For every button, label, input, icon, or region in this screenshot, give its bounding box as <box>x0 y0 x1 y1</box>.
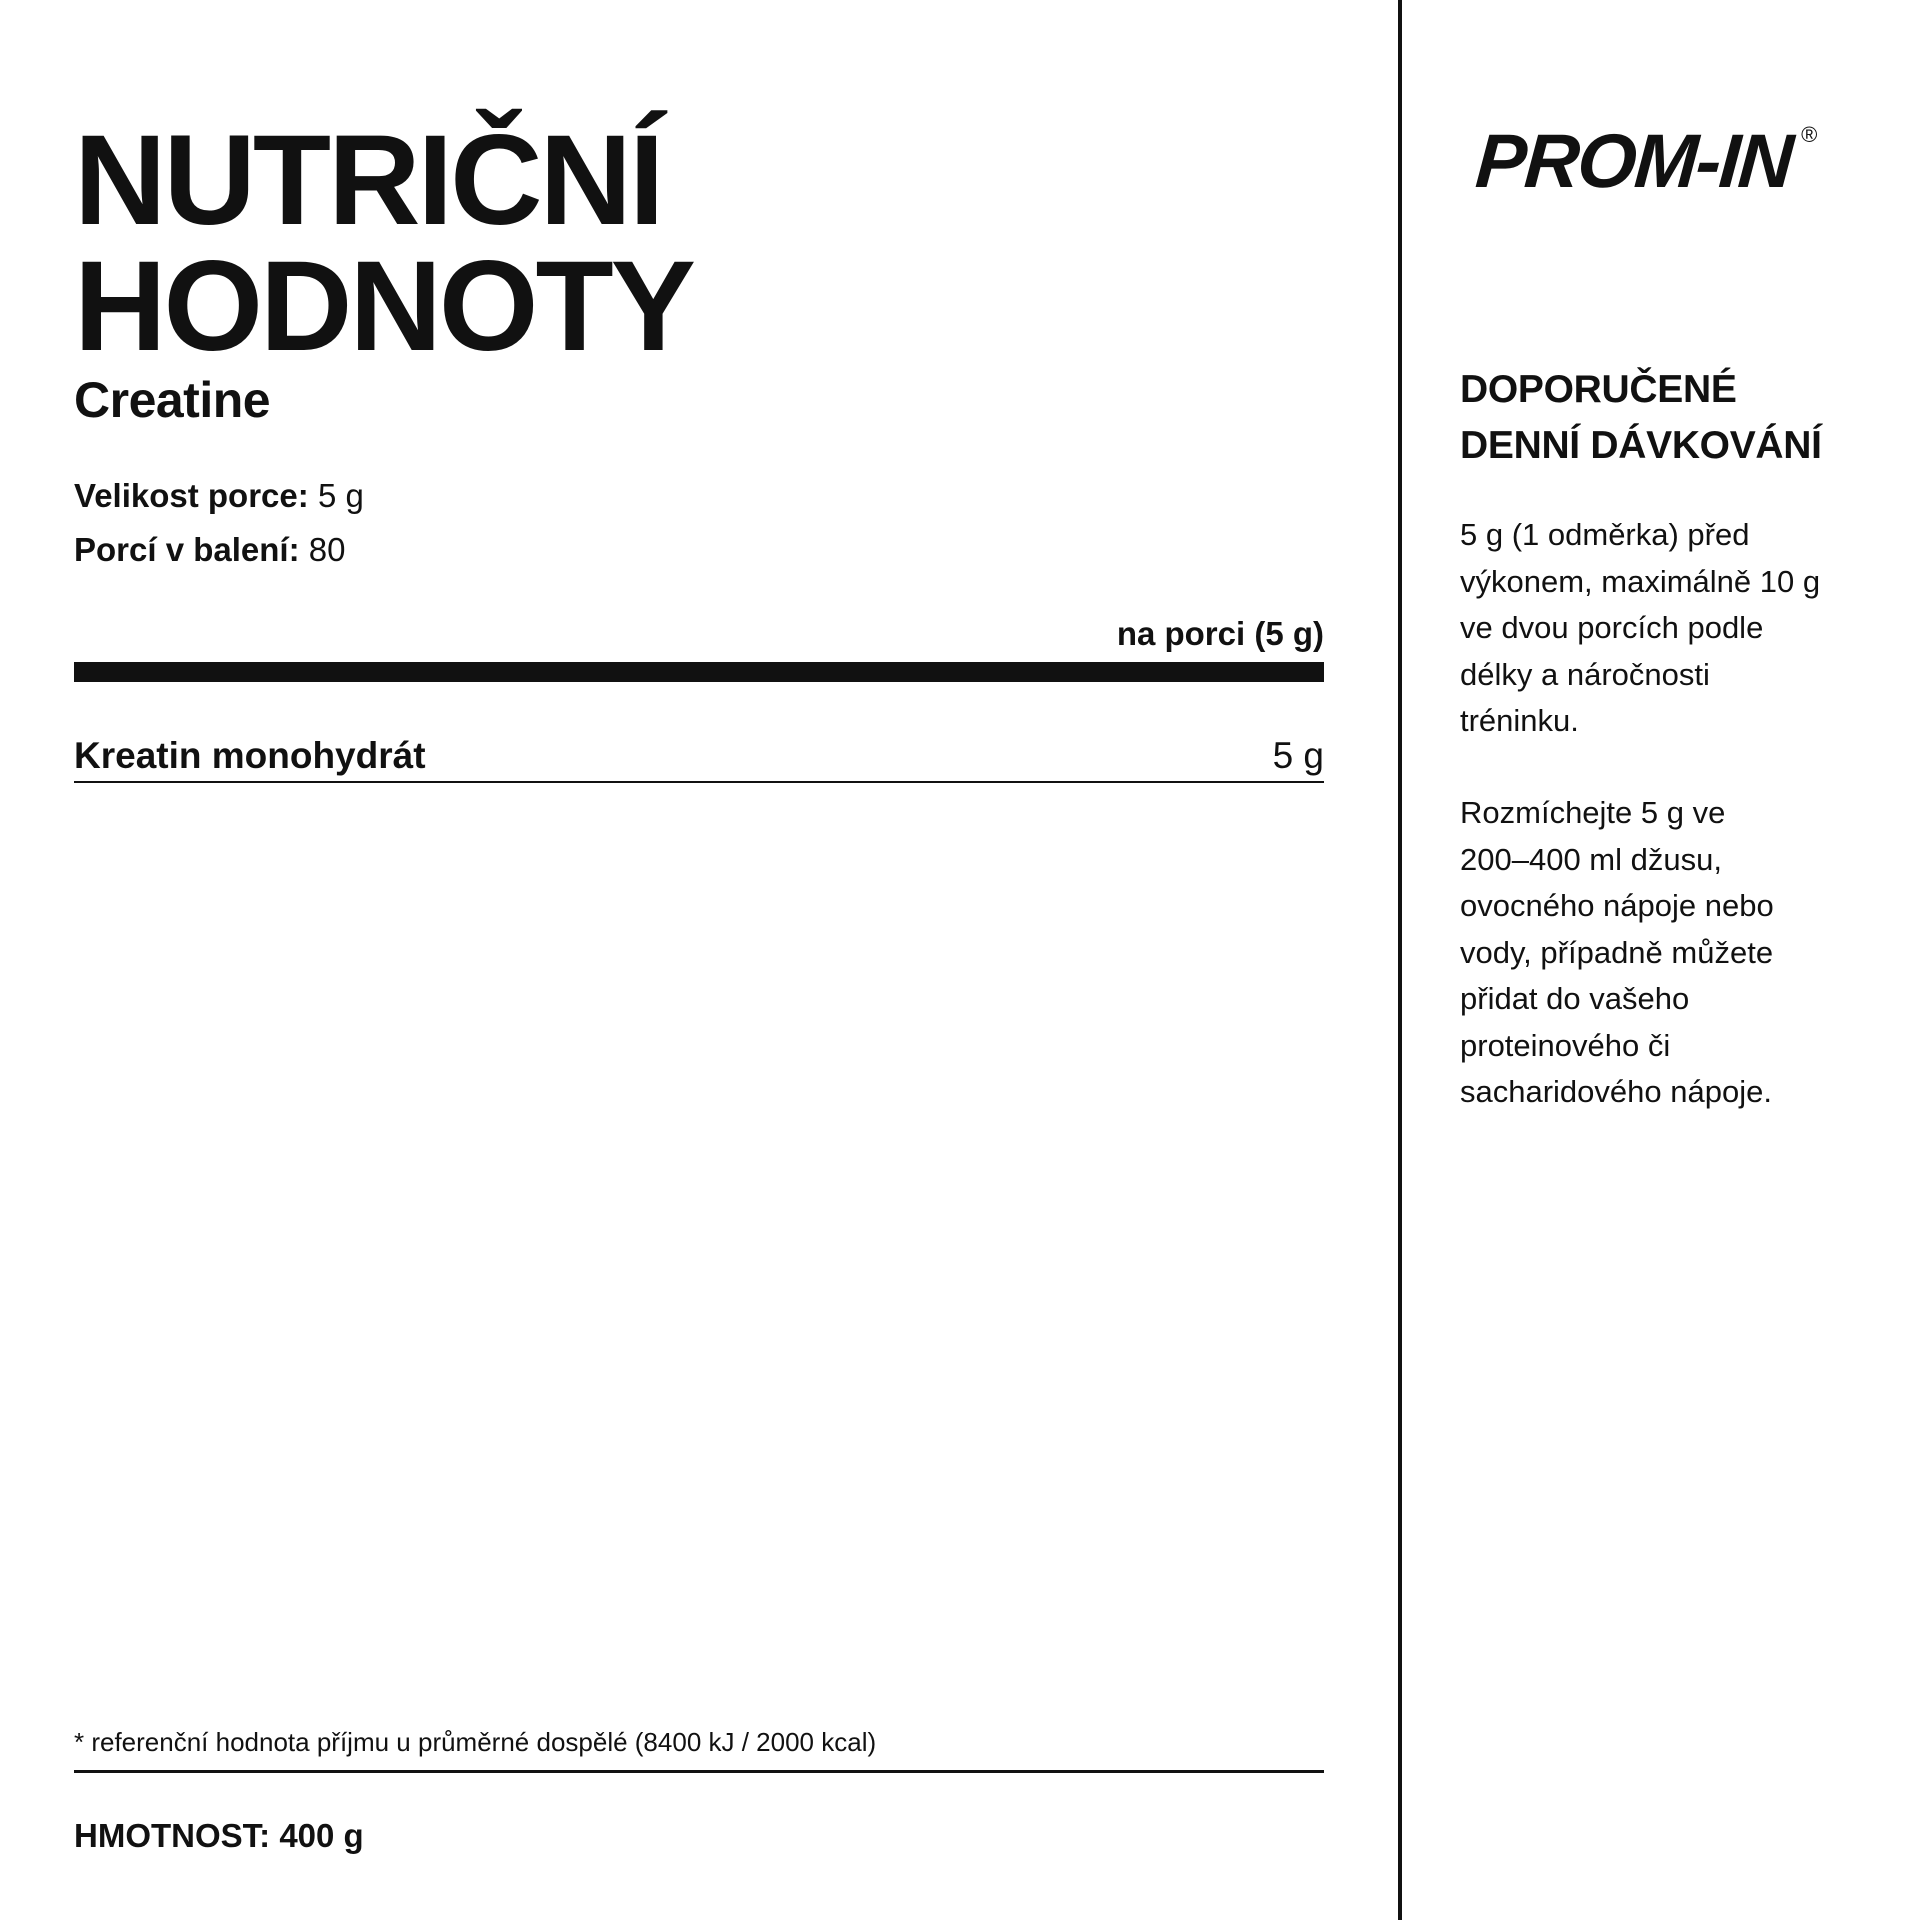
brand-logo <box>1473 119 1818 204</box>
title-line: HODNOTY <box>74 235 693 378</box>
product-name: Creatine <box>74 372 271 428</box>
paragraph-line: vody, případně můžete <box>1460 934 1774 970</box>
dosage-instructions <box>1460 512 1880 745</box>
mixing-instructions <box>1460 790 1880 1116</box>
dosage-panel <box>1460 0 1880 1920</box>
serving-size-value: 5 g <box>317 477 364 514</box>
paragraph-line: 200–400 ml džusu, <box>1460 841 1722 877</box>
column-header: na porci (5 g) <box>1116 615 1324 652</box>
logo-text: PROM-IN <box>1473 119 1795 204</box>
serving-size-label: Velikost porce: <box>74 477 309 514</box>
nutrient-name: Kreatin monohydrát <box>74 735 426 776</box>
registered-mark: ® <box>1801 122 1818 147</box>
paragraph-line: ve dvou porcích podle <box>1460 610 1764 645</box>
nutrition-panel <box>74 0 1324 1920</box>
table-header-rule <box>74 662 1324 682</box>
dosage-heading <box>1460 362 1822 474</box>
dosage-heading-line: DENNÍ DÁVKOVÁNÍ <box>1460 424 1822 467</box>
paragraph-line: přidat do vašeho <box>1460 981 1690 1016</box>
paragraph-line: ovocného nápoje nebo <box>1460 888 1774 923</box>
paragraph-line: délky a náročnosti <box>1460 656 1710 692</box>
net-weight: HMOTNOST: 400 g <box>74 1817 364 1854</box>
footnote: * referenční hodnota příjmu u průměrné dospělé (8400 kJ / 2000 kcal) <box>74 1727 877 1757</box>
paragraph-line: výkonem, maximálně 10 g <box>1460 563 1821 599</box>
paragraph-line: sacharidového nápoje. <box>1460 1074 1772 1109</box>
page-title <box>74 109 693 378</box>
servings-per-pack-value: 80 <box>308 531 346 568</box>
nutrient-value: 5 g <box>1272 735 1324 776</box>
serving-size <box>74 476 364 516</box>
footer-rule <box>74 1770 1324 1773</box>
table-row <box>74 733 1324 783</box>
servings-per-pack <box>74 530 345 570</box>
paragraph-line: Rozmíchejte 5 g ve <box>1460 795 1726 830</box>
title-line: NUTRIČNÍ <box>74 109 662 252</box>
dosage-heading-line: DOPORUČENÉ <box>1460 368 1737 411</box>
panel-divider <box>1398 0 1402 1920</box>
servings-per-pack-label: Porcí v balení: <box>74 531 300 568</box>
paragraph-line: proteinového či <box>1460 1027 1671 1063</box>
paragraph-line: 5 g (1 odměrka) před <box>1460 517 1750 552</box>
paragraph-line: tréninku. <box>1460 703 1579 738</box>
